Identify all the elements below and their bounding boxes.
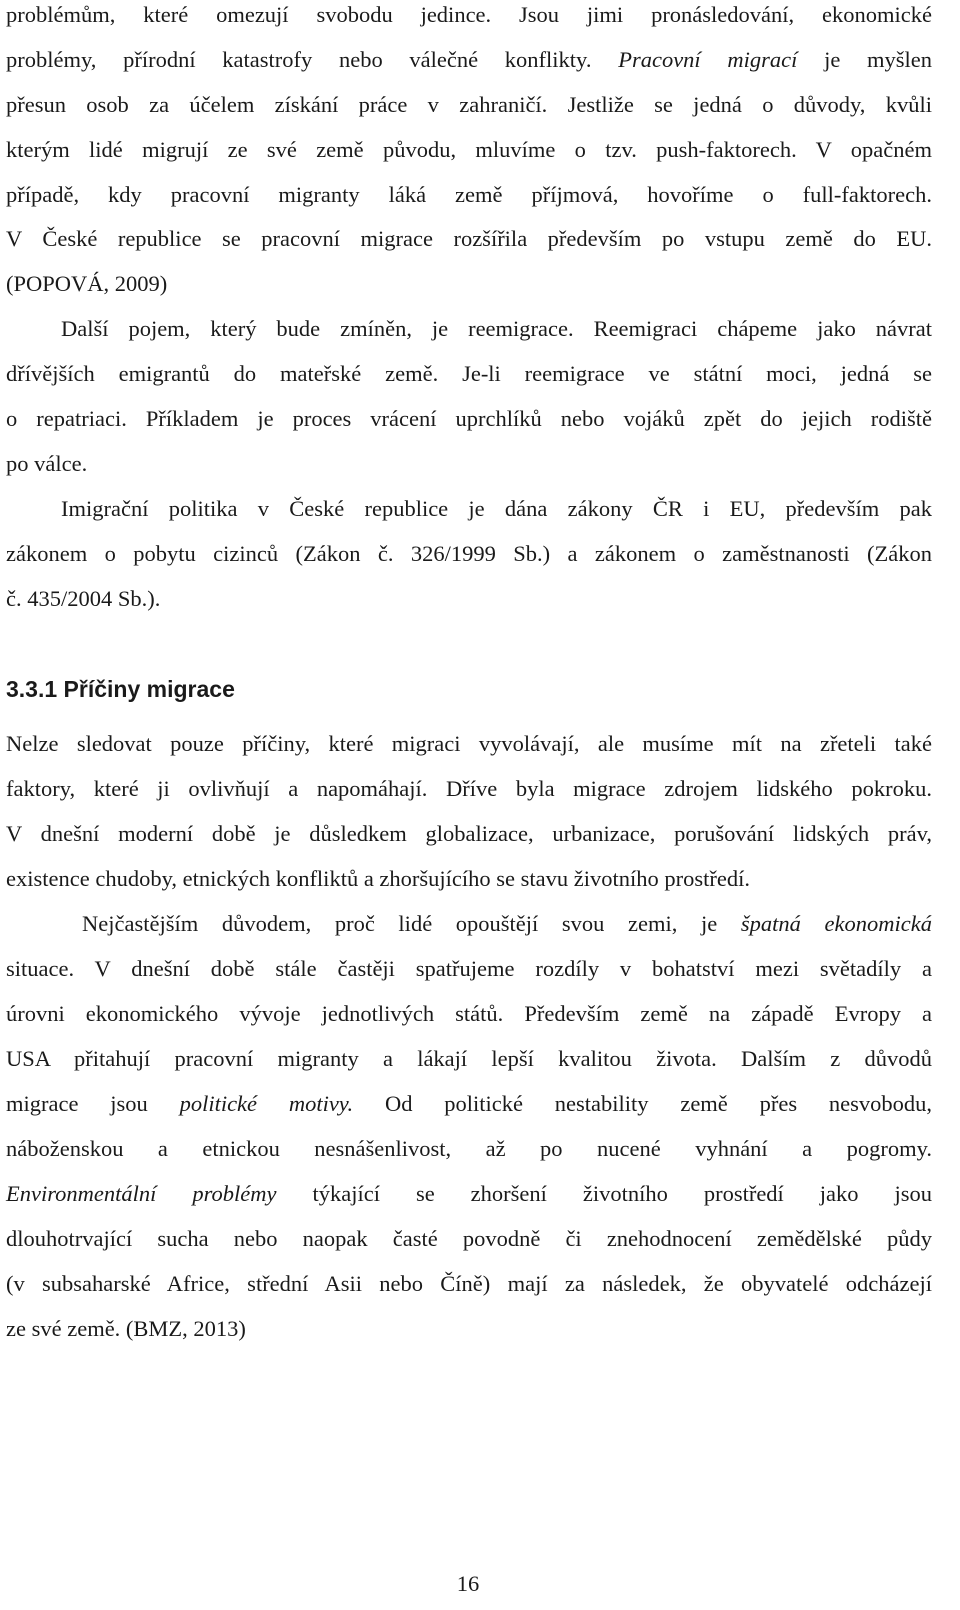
paragraph-1-line-7: (POPOVÁ, 2009) bbox=[6, 271, 168, 296]
paragraph-1-line-2 bbox=[6, 45, 932, 75]
section-paragraph-1-line-4: existence chudoby, etnických konfliktů a zhoršujícího se stavu životního prostředí. bbox=[6, 866, 750, 891]
section-paragraph-1-line-3: V dnešní moderní době je důsledkem globalizace, urbanizace, porušování lidských práv, bbox=[6, 821, 932, 846]
page-number: 16 bbox=[456, 1571, 480, 1596]
paragraph-2-line-1: Další pojem, který bude zmíněn, je reemigrace. Reemigraci chápeme jako návrat bbox=[61, 316, 932, 341]
paragraph-3-line-3: č. 435/2004 Sb.). bbox=[6, 586, 161, 611]
section-paragraph-2-line-1 bbox=[82, 909, 932, 939]
section-paragraph-2-line-6: náboženskou a etnickou nesnášenlivost, až po nucené vyhnání a pogromy. bbox=[6, 1136, 932, 1161]
paragraph-1-line-5: případě, kdy pracovní migranty láká země příjmová, hovoříme o full-faktorech. bbox=[6, 182, 932, 207]
paragraph-3-line-2: zákonem o pobytu cizinců (Zákon č. 326/1999 Sb.) a zákonem o zaměstnanosti (Zákon bbox=[6, 541, 932, 566]
paragraph-1-line-6: V České republice se pracovní migrace rozšířila především po vstupu země do EU. bbox=[6, 226, 932, 251]
section-paragraph-2-line-3: úrovni ekonomického vývoje jednotlivých států. Především země na západě Evropy a bbox=[6, 1001, 932, 1026]
paragraph-1-line-1: problémům, které omezují svobodu jedince. Jsou jimi pronásledování, ekonomické bbox=[6, 2, 932, 27]
line-text: Nejčastějším důvodem, proč lidé opouštějí svou zemi, je bbox=[82, 911, 718, 936]
line-text: Od politické nestability země přes nesvobodu, bbox=[384, 1091, 932, 1116]
section-paragraph-2-line-5 bbox=[6, 1089, 932, 1119]
paragraph-1-line-4: kterým lidé migrují ze své země původu, mluvíme o tzv. push-faktorech. V opačném bbox=[6, 137, 932, 162]
line-text: týkající se zhoršení životního prostředí jako jsou bbox=[312, 1181, 932, 1206]
section-paragraph-1-line-2: faktory, které ji ovlivňují a napomáhají. Dříve byla migrace zdrojem lidského pokroku. bbox=[6, 776, 932, 801]
paragraph-1-line-3: přesun osob za účelem získání práce v zahraničí. Jestliže se jedná o důvody, kvůli bbox=[6, 92, 932, 117]
line-text: je myšlen bbox=[824, 47, 933, 72]
paragraph-2-line-3: o repatriaci. Příkladem je proces vrácení uprchlíků nebo vojáků zpět do jejich rodiště bbox=[6, 406, 932, 431]
paragraph-2-line-4: po válce. bbox=[6, 451, 88, 476]
section-paragraph-2-line-2: situace. V dnešní době stále častěji spatřujeme rozdíly v bohatství mezi světadíly a bbox=[6, 956, 932, 981]
emphasis-text: špatná ekonomická bbox=[740, 911, 933, 936]
emphasis-text: Environmentální problémy bbox=[6, 1181, 277, 1206]
section-heading: 3.3.1 Příčiny migrace bbox=[6, 676, 235, 702]
emphasis-text: politické motivy. bbox=[179, 1091, 354, 1116]
paragraph-3-line-1: Imigrační politika v České republice je dána zákony ČR i EU, především pak bbox=[61, 496, 932, 521]
section-paragraph-2-line-9: (v subsaharské Africe, střední Asii nebo Číně) mají za následek, že obyvatelé odcházejí bbox=[6, 1271, 932, 1296]
section-paragraph-2-line-8: dlouhotrvající sucha nebo naopak časté povodně či znehodnocení zemědělské půdy bbox=[6, 1226, 932, 1251]
line-text: problémy, přírodní katastrofy nebo válečné konflikty. bbox=[6, 47, 592, 72]
section-paragraph-2-line-10: ze své země. (BMZ, 2013) bbox=[6, 1316, 246, 1341]
paragraph-2-line-2: dřívějších emigrantů do mateřské země. Je-li reemigrace ve státní moci, jedná se bbox=[6, 361, 932, 386]
emphasis-text: Pracovní migrací bbox=[618, 47, 798, 72]
section-paragraph-2-line-4: USA přitahují pracovní migranty a lákají lepší kvalitou života. Dalším z důvodů bbox=[6, 1046, 932, 1071]
section-paragraph-2-line-7 bbox=[6, 1179, 932, 1209]
line-text: migrace jsou bbox=[6, 1091, 148, 1116]
section-paragraph-1-line-1: Nelze sledovat pouze příčiny, které migraci vyvolávají, ale musíme mít na zřeteli také bbox=[6, 731, 932, 756]
